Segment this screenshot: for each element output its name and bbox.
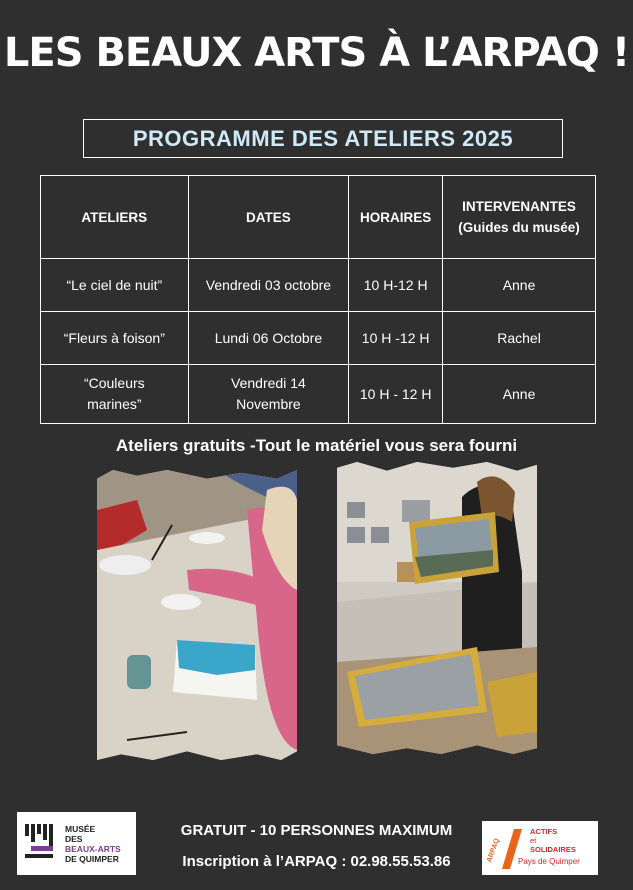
table-row	[41, 312, 596, 365]
cell-atelier: “Le ciel de nuit”	[41, 259, 189, 312]
cell-horaire: 10 H - 12 H	[349, 365, 443, 424]
cell-date: Vendredi 03 octobre	[188, 259, 349, 312]
table-header-row	[41, 176, 596, 259]
logo-left-line3: BEAUX-ARTS	[65, 844, 121, 854]
logo-left-line1: MUSÉE	[65, 824, 96, 834]
program-table	[40, 175, 596, 424]
logo-left-line4: DE QUIMPER	[65, 854, 119, 864]
header-intervenantes: INTERVENANTES (Guides du musée)	[443, 176, 596, 259]
logo-right-line1: ACTIFS	[530, 827, 558, 836]
logo-right-line4: Pays de Quimper	[518, 857, 580, 866]
header-horaires: HORAIRES	[349, 176, 443, 259]
program-subtitle	[83, 119, 563, 158]
free-notice: Ateliers gratuits -Tout le matériel vous sera fourni	[115, 436, 518, 455]
cell-atelier: “Couleurs marines”	[41, 365, 189, 424]
cell-horaire: 10 H-12 H	[349, 259, 443, 312]
program-subtitle-text: PROGRAMME DES ATELIERS 2025	[132, 125, 514, 151]
cell-horaire: 10 H -12 H	[349, 312, 443, 365]
poster-title: LES BEAUX ARTS À L’ARPAQ !	[3, 30, 630, 76]
workshop-photo-left	[97, 470, 297, 760]
logo-right-line2: et	[530, 836, 537, 845]
header-dates: DATES	[188, 176, 349, 259]
arpaq-arc-text: ARPAQ	[486, 837, 502, 864]
cell-date: Vendredi 14 Novembre	[188, 365, 349, 424]
footer-capacity: GRATUIT - 10 PERSONNES MAXIMUM	[180, 822, 453, 839]
cell-intervenante: Anne	[443, 259, 596, 312]
header-ateliers: ATELIERS	[41, 176, 189, 259]
arpaq-logo	[482, 821, 598, 875]
table-row	[41, 259, 596, 312]
musee-beaux-arts-logo	[17, 812, 136, 875]
workshop-photo-left-drawing	[97, 470, 297, 760]
cell-intervenante: Anne	[443, 365, 596, 424]
table-row	[41, 365, 596, 424]
cell-intervenante: Rachel	[443, 312, 596, 365]
cell-date: Lundi 06 Octobre	[188, 312, 349, 365]
logo-left-line2: DES	[65, 834, 83, 844]
workshop-photo-right-drawing	[337, 462, 537, 754]
cell-atelier: “Fleurs à foison”	[41, 312, 189, 365]
logo-right-line3: SOLIDAIRES	[530, 845, 576, 854]
musee-logo-mark-icon	[25, 824, 61, 864]
workshop-photo-right	[337, 462, 537, 754]
footer-registration: Inscription à l’ARPAQ : 02.98.55.53.86	[182, 853, 451, 870]
